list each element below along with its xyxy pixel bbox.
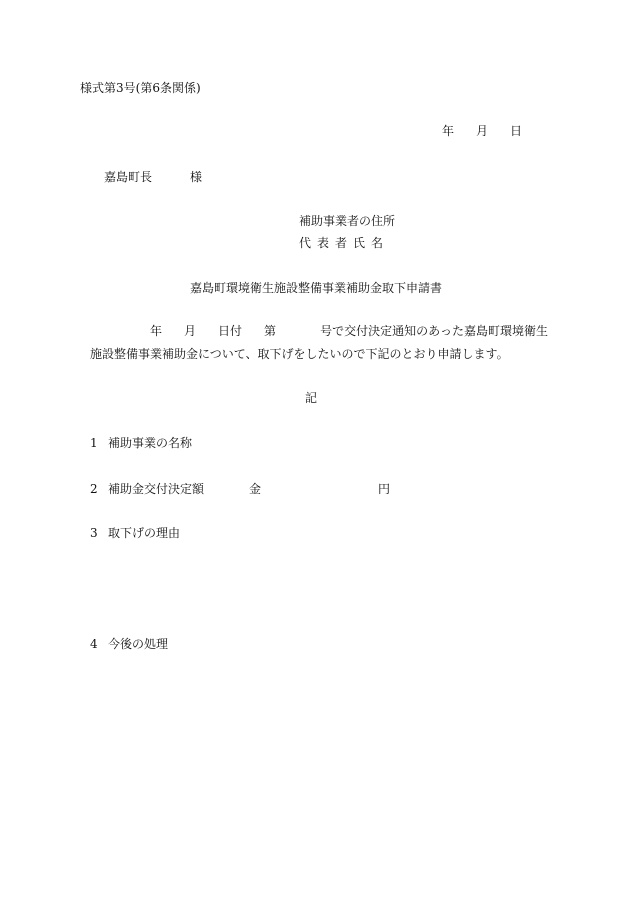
body-line1-rest: 号で交付決定通知のあった嘉島町環境衛生 [320,324,548,338]
document-title: 嘉島町環境衛生施設整備事業補助金取下申請書 [190,281,443,295]
body-year-label: 年 [150,324,163,338]
body-line-1 [150,324,548,338]
addressee-honorific: 様 [190,170,203,184]
item-number: 3 [90,526,98,540]
item-grant-amount [90,482,390,496]
amount-kin-label: 金 [249,482,262,496]
ki-heading: 記 [305,391,318,405]
applicant-representative-label: 代表者氏名 [299,236,390,250]
item-number: 2 [90,482,98,496]
item-project-name [90,436,192,450]
item-number: 4 [90,637,98,651]
item-label: 補助事業の名称 [108,436,193,450]
item-label: 今後の処理 [108,637,169,651]
body-number-prefix: 第 [264,324,277,338]
item-label: 補助金交付決定額 [108,482,205,496]
item-future-handling [90,637,168,651]
addressee-name: 嘉島町長 [104,170,153,184]
application-date [442,124,522,138]
applicant-address-label: 補助事業者の住所 [299,214,396,228]
item-number: 1 [90,436,98,450]
date-day-label: 日 [510,124,523,138]
date-month-label: 月 [476,124,489,138]
form-number: 様式第3号(第6条関係) [80,81,201,95]
item-label: 取下げの理由 [108,526,181,540]
item-withdrawal-reason [90,526,180,540]
body-month-label: 月 [184,324,197,338]
date-year-label: 年 [442,124,455,138]
body-line-2: 施設整備事業補助金について、取下げをしたいので下記のとおり申請します。 [90,347,509,361]
addressee [104,170,202,184]
amount-en-label: 円 [378,482,391,496]
body-day-label: 日付 [218,324,243,338]
